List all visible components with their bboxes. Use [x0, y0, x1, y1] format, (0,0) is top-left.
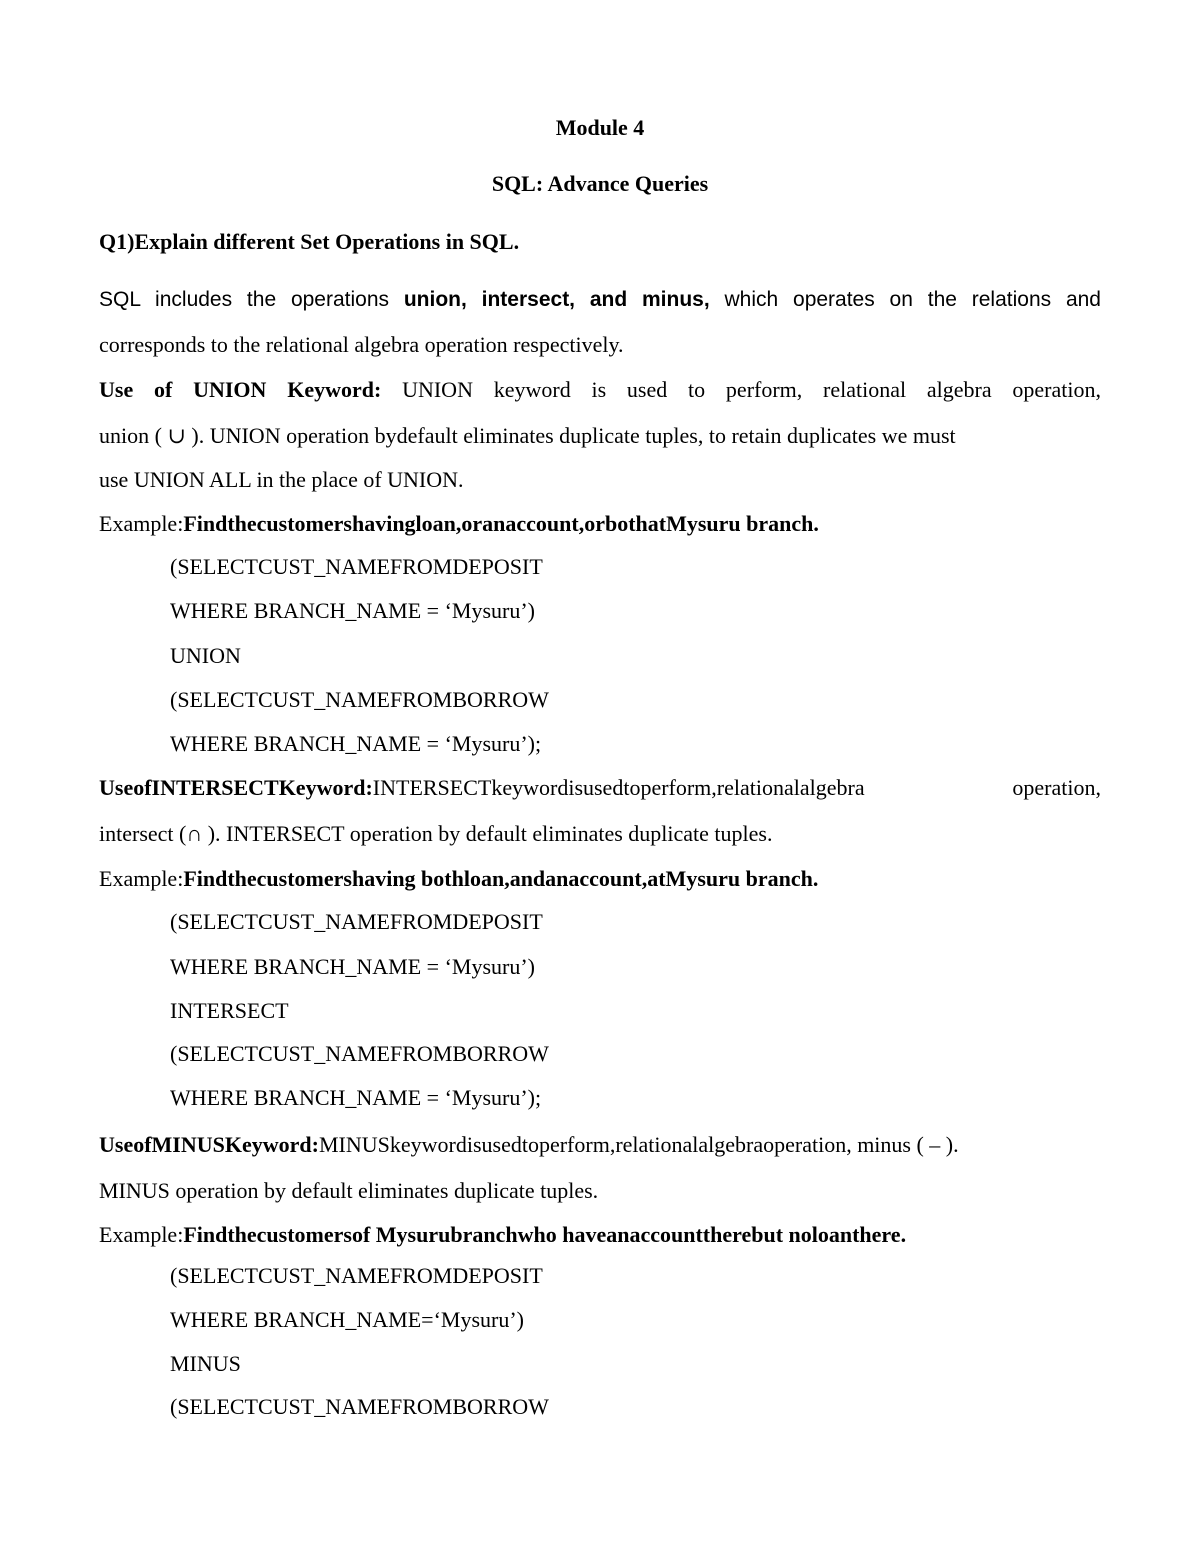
minus-line-1: [99, 1132, 1101, 1158]
union-example-label: Example:: [99, 511, 184, 536]
intro-text-post: which operates on the relations and: [724, 288, 1101, 311]
intersect-code-line: (SELECTCUST_NAMEFROMDEPOSIT: [170, 909, 543, 934]
intro-text-pre: SQL includes the operations: [99, 288, 390, 311]
union-code-line: (SELECTCUST_NAMEFROMDEPOSIT: [170, 554, 543, 579]
minus-example: [99, 1222, 1101, 1248]
minus-code-line: MINUS: [170, 1351, 241, 1376]
intro-line-2: corresponds to the relational algebra operation respectively.: [99, 332, 624, 357]
intersect-code-line: (SELECTCUST_NAMEFROMBORROW: [170, 1041, 549, 1066]
union-code-line: (SELECTCUST_NAMEFROMBORROW: [170, 687, 549, 712]
union-example-question: Findthecustomershavingloan,oranaccount,orbothatMysuru branch.: [183, 511, 819, 536]
module-subtitle: SQL: Advance Queries: [491, 171, 709, 196]
intersect-line-1: [99, 775, 1101, 801]
union-code-line: UNION: [170, 643, 241, 668]
question-heading: Q1)Explain different Set Operations in SQL.: [99, 229, 520, 254]
minus-text-1: MINUSkeywordisusedtoperform,relationalalgebraoperation, minus ( – ).: [318, 1132, 959, 1157]
intersect-example: [99, 866, 1101, 892]
union-text-1: UNION keyword is used to perform, relational algebra operation,: [402, 377, 1101, 402]
intro-operations-bold: union, intersect, and minus,: [403, 288, 710, 311]
union-line-2: union ( ∪ ). UNION operation bydefault eliminates duplicate tuples, to retain duplicates we must: [99, 423, 956, 448]
intersect-code-line: WHERE BRANCH_NAME = ‘Mysuru’);: [170, 1085, 542, 1110]
minus-example-question: Findthecustomersof Mysurubranchwho haveanaccounttherebut noloanthere.: [183, 1222, 907, 1247]
intersect-example-label: Example:: [99, 866, 184, 891]
intersect-line-2: intersect (∩ ). INTERSECT operation by default eliminates duplicate tuples.: [99, 821, 773, 846]
union-line-3: use UNION ALL in the place of UNION.: [99, 467, 464, 492]
union-example: [99, 511, 1101, 537]
minus-code-line: (SELECTCUST_NAMEFROMDEPOSIT: [170, 1263, 543, 1288]
intersect-text-1: INTERSECTkeywordisusedtoperform,relationalalgebra operation,: [372, 775, 1101, 800]
union-code-line: WHERE BRANCH_NAME = ‘Mysuru’): [170, 598, 535, 623]
module-title: Module 4: [555, 115, 645, 140]
minus-code-line: (SELECTCUST_NAMEFROMBORROW: [170, 1394, 549, 1419]
intersect-example-question: Findthecustomershaving bothloan,andanaccount,atMysuru branch.: [183, 866, 819, 891]
minus-line-2: MINUS operation by default eliminates duplicate tuples.: [99, 1178, 599, 1203]
union-code-line: WHERE BRANCH_NAME = ‘Mysuru’);: [170, 731, 542, 756]
intersect-heading: UseofINTERSECTKeyword:: [99, 775, 373, 800]
union-line-1: [99, 377, 1101, 403]
intro-line-1: [99, 287, 1101, 313]
intersect-code-line: WHERE BRANCH_NAME = ‘Mysuru’): [170, 954, 535, 979]
minus-code-line: WHERE BRANCH_NAME=‘Mysuru’): [170, 1307, 524, 1332]
minus-example-label: Example:: [99, 1222, 184, 1247]
union-heading: Use of UNION Keyword:: [99, 377, 382, 402]
intersect-code-line: INTERSECT: [170, 998, 289, 1023]
minus-heading: UseofMINUSKeyword:: [99, 1132, 319, 1157]
